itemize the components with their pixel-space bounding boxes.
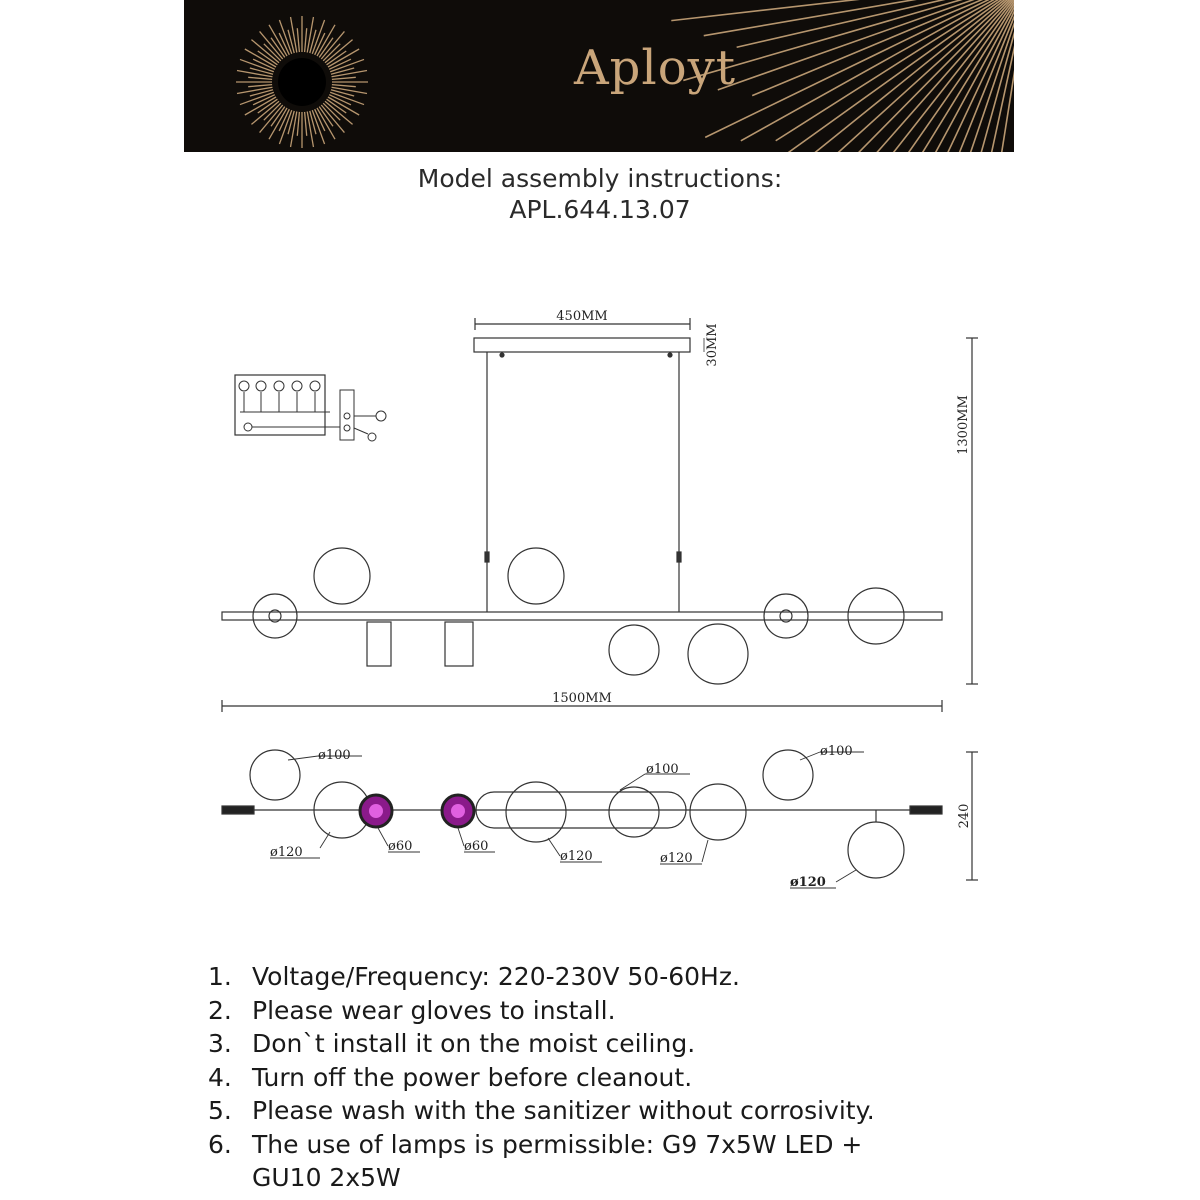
item-number: 2. [208, 995, 232, 1025]
diameter-label: ø120 [660, 851, 693, 866]
diameter-label: ø120 [560, 849, 593, 864]
globe-shade [848, 822, 904, 878]
instruction-item [208, 1061, 972, 1095]
total-length-label: 1500MM [552, 691, 612, 706]
diameter-label: ø120 [790, 875, 826, 890]
diameter-label: ø100 [646, 762, 679, 777]
diameter-label: ø60 [388, 839, 413, 854]
diameter-label: ø120 [270, 845, 303, 860]
instruction-item [208, 1094, 972, 1128]
depth-label: 240 [957, 803, 972, 829]
spot-cylinder [367, 622, 391, 666]
globe-shade [690, 784, 746, 840]
item-number: 6. [208, 1129, 232, 1159]
globe-shade [609, 625, 659, 675]
ceiling-canopy [474, 338, 690, 352]
instruction-item [208, 1128, 972, 1195]
diameter-label: ø60 [464, 839, 489, 854]
instruction-item [208, 960, 972, 994]
front-view [222, 318, 978, 712]
top-view [222, 750, 978, 888]
title-line: Model assembly instructions: [417, 164, 783, 193]
item-text: Please wash with the sanitizer without corrosivity. [252, 1096, 875, 1125]
globe-shade-side [764, 594, 808, 638]
globe-shade [848, 588, 904, 644]
globe-shade [250, 750, 300, 800]
item-text: Don`t install it on the moist ceiling. [252, 1029, 696, 1058]
diameter-label: ø100 [820, 744, 853, 759]
main-bar [222, 612, 942, 620]
item-number: 5. [208, 1096, 232, 1125]
wiring-diagram [235, 375, 386, 441]
globe-shade [508, 548, 564, 604]
globe-shade [506, 782, 566, 842]
instruction-list [208, 960, 972, 1195]
item-text: The use of lamps is permissible: G9 7x5W LED + GU10 2x5W [252, 1129, 863, 1192]
brand-logo-text: Aployt [574, 40, 737, 96]
globe-shade [609, 787, 659, 837]
diameter-label: ø100 [318, 748, 351, 763]
item-text: Turn off the power before cleanout. [252, 1062, 693, 1092]
canopy-height-label: 30MM [705, 323, 720, 367]
globe-shade [314, 548, 370, 604]
globe-shade-side [253, 594, 297, 638]
total-height-label: 1300MM [956, 395, 971, 455]
instruction-item [208, 1027, 972, 1061]
globe-shade [688, 624, 748, 684]
item-text: Voltage/Frequency: 220-230V 50-60Hz. [252, 962, 740, 991]
item-number: 4. [208, 1062, 232, 1092]
instruction-item [208, 994, 972, 1028]
model-number: APL.644.13.07 [509, 195, 691, 224]
item-number: 3. [208, 1029, 232, 1058]
item-number: 1. [208, 962, 232, 991]
canopy-width-label: 450MM [556, 309, 608, 324]
item-text: Please wear gloves to install. [252, 995, 616, 1025]
spot-cylinder [445, 622, 473, 666]
